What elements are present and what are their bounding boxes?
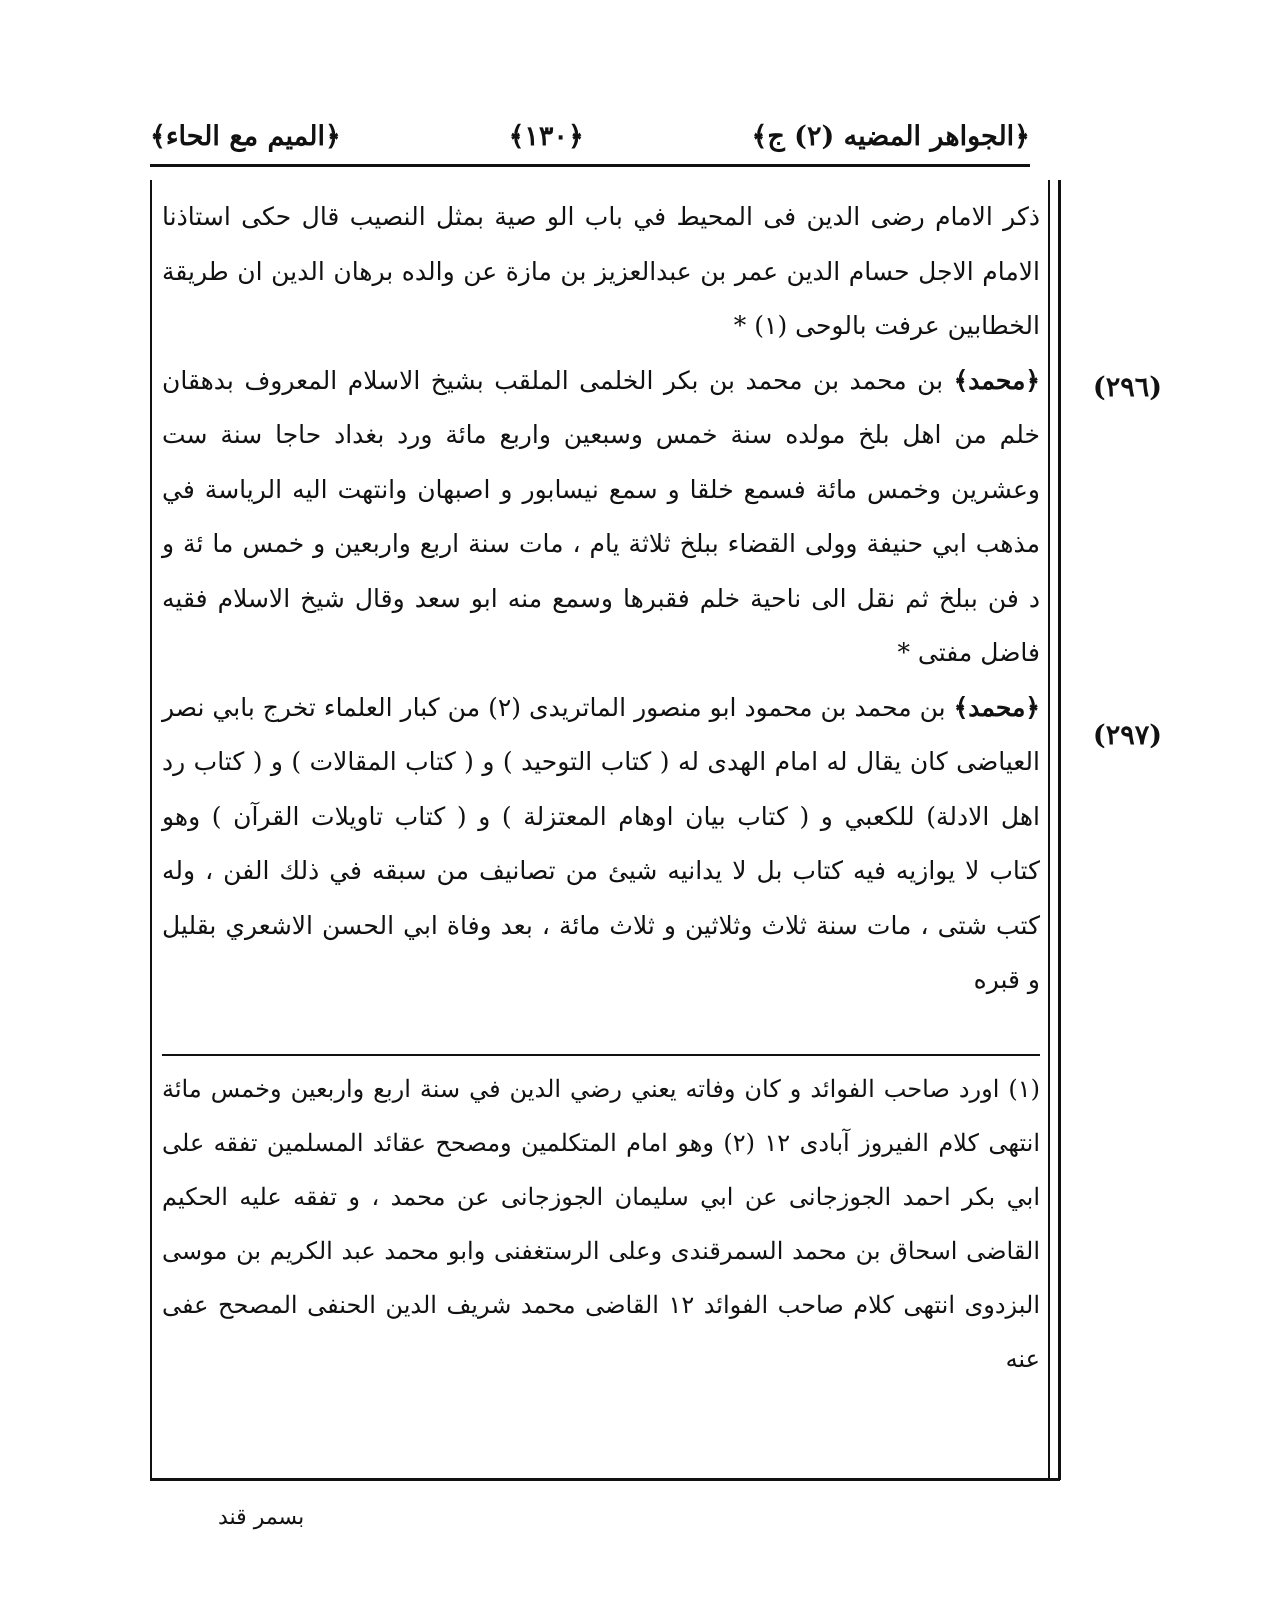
frame-rule-right-outer bbox=[1058, 180, 1061, 1480]
print-stamp: بسمر قند bbox=[218, 1505, 305, 1530]
entry-297-head: ﴿محمد﴾ bbox=[953, 692, 1040, 722]
header-book-title: ﴿الجواهر المضيه (٢) ج﴾ bbox=[751, 120, 1030, 152]
header-section: ﴿الميم مع الحاء﴾ bbox=[150, 120, 341, 152]
frame-rule-right-inner bbox=[1048, 180, 1050, 1480]
header-page-number: ﴿١٣٠﴾ bbox=[508, 120, 584, 152]
entry-number-296: (٢٩٦) bbox=[1092, 372, 1162, 403]
running-header bbox=[150, 108, 1030, 167]
main-text bbox=[162, 190, 1040, 1008]
frame-rule-bottom bbox=[150, 1478, 1060, 1481]
frame-rule-left bbox=[150, 180, 152, 1480]
paragraph-continuation: ذكر الامام رضى الدين فى المحيط في باب الو صية بمثل النصيب قال حكى استاذنا الامام الاجل حسام الدين عمر بن عبدالعزيز بن مازة عن والده برهان الدين ان طريقة الخطابين عرفت بالوحى (١) * bbox=[162, 202, 1041, 340]
entry-297-text: بن محمد بن محمود ابو منصور الماتريدى (٢) من كبار العلماء تخرج بابي نصر العياضى كان يقال له امام الهدى له ( كتاب التوحيد ) و ( كتاب المقالات ) و ( كتاب رد اهل الادلة) للكعبي و ( كتاب بيان اوهام المعتزلة ) و ( كتاب تاويلات القرآن ) وهو كتاب لا يوازيه فيه كتاب بل لا يدانيه شيئ من تصانيف من سبقه في ذلك الفن ، وله كتب شتى ، مات سنة ثلاث وثلاثين و ثلاث مائة ، بعد وفاة ابي الحسن الاشعري بقليل و قبره bbox=[162, 692, 1040, 994]
entry-296-text: بن محمد بن محمد بن بكر الخلمى الملقب بشيخ الاسلام المعروف بدهقان خلم من اهل بلخ مولده سنة خمس وسبعين واربع مائة ورد بغداد حاجا سنة ست وعشرين وخمس مائة فسمع خلقا و سمع نيسابور و اصبهان وانتهت اليه الرياسة في مذهب ابي حنيفة وولى القضاء ببلخ ثلاثة يام ، مات سنة اربع واربعين و خمس ما ئة و د فن ببلخ ثم نقل الى ناحية خلم فقبرها وسمع منه ابو سعد وقال شيخ الاسلام فقيه فاضل مفتى * bbox=[162, 365, 1040, 667]
footnotes bbox=[162, 1062, 1040, 1386]
footnote-separator bbox=[162, 1054, 1040, 1056]
entry-number-297: (٢٩٧) bbox=[1092, 720, 1162, 751]
footnote-2: (٢) وهو امام المتكلمين ومصحح عقائد المسلمين تفقه على ابي بكر احمد الجوزجانى عن ابي سليمان الجوزجانى عن محمد ، و تفقه عليه الحكيم القاضى اسحاق بن محمد السمرقندى وعلى الرستغفنى وابو محمد عبد الكريم بن موسى البزدوى انتهى كلام صاحب الفوائد ١٢ القاضى محمد شريف الدين الحنفى المصحح عفى عنه bbox=[162, 1129, 1041, 1373]
entry-296-head: ﴿محمد﴾ bbox=[953, 365, 1040, 395]
footnote-1: (١) اورد صاحب الفوائد و كان وفاته يعني رضي الدين في سنة اربع واربعين وخمس مائة انتهى كلام الفيروز آبادى ١٢ bbox=[162, 1075, 1041, 1157]
